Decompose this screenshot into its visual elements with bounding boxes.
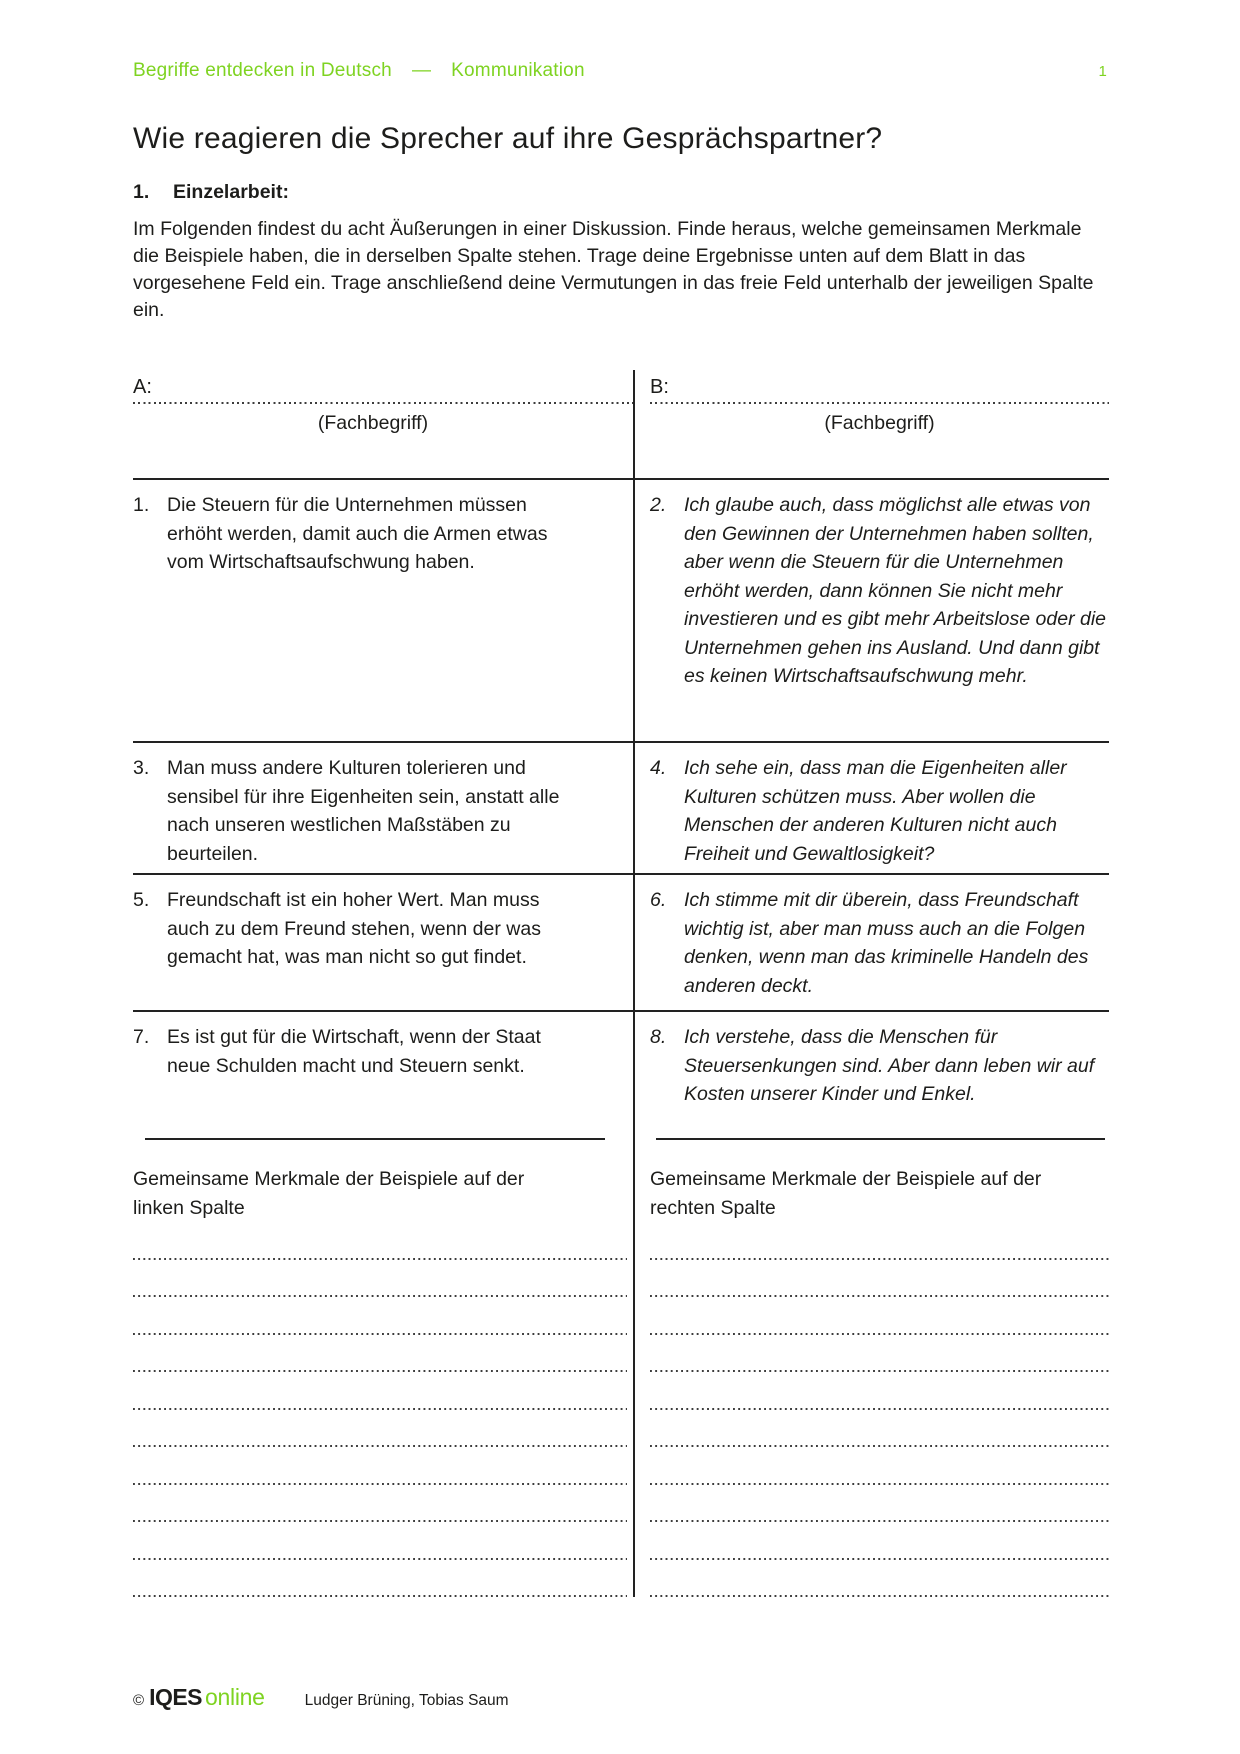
write-in-line xyxy=(650,1485,1109,1523)
header-breadcrumb xyxy=(133,60,585,82)
write-in-line xyxy=(650,1447,1109,1485)
write-in-line xyxy=(133,1560,627,1598)
statement-number: 7. xyxy=(133,1026,150,1048)
write-in-line xyxy=(650,1222,1109,1260)
write-in-line xyxy=(133,1372,627,1410)
iqes-online-logo: online xyxy=(205,1684,265,1710)
comparison-table xyxy=(133,370,1109,1630)
write-in-line xyxy=(133,1522,627,1560)
page-title: Wie reagieren die Sprecher auf ihre Gesprächspartner? xyxy=(133,122,883,155)
column-b-header xyxy=(633,370,1109,478)
write-in-area-left xyxy=(133,1222,613,1597)
table-row xyxy=(133,480,1109,743)
write-in-line xyxy=(650,1410,1109,1448)
statement-left xyxy=(133,875,613,972)
statement-text: Ich verstehe, dass die Menschen für Steuersenkungen sind. Aber dann leben wir auf Kosten unserer Kinder und Enkel. xyxy=(684,1026,1095,1105)
summary-heading-right: Gemeinsame Merkmale der Beispiele auf der rechten Spalte xyxy=(650,1168,1042,1219)
iqes-logo: IQES xyxy=(149,1684,203,1710)
statement-number: 1. xyxy=(133,494,150,516)
write-in-line xyxy=(133,1260,627,1298)
summary-heading-left: Gemeinsame Merkmale der Beispiele auf der linken Spalte xyxy=(133,1168,525,1219)
statement-number: 5. xyxy=(133,889,150,911)
statement-number: 6. xyxy=(650,889,667,911)
task-number: 1. xyxy=(133,181,150,203)
table-row xyxy=(133,1012,1109,1138)
footer-authors: Ludger Brüning, Tobias Saum xyxy=(304,1692,509,1709)
statement-right xyxy=(650,875,1109,1000)
page-number: 1 xyxy=(1098,63,1107,80)
statement-text: Ich sehe ein, dass man die Eigenheiten aller Kulturen schützen muss. Aber wollen die Menschen der anderen Kulturen nicht auch Freiheit und Gewaltlosigkeit? xyxy=(684,757,1067,865)
statement-text: Es ist gut für die Wirtschaft, wenn der Staat neue Schulden macht und Steuern senkt. xyxy=(167,1026,541,1077)
write-in-line xyxy=(650,1260,1109,1298)
column-a-sublabel: (Fachbegriff) xyxy=(317,412,429,434)
statement-text: Ich stimme mit dir überein, dass Freundschaft wichtig ist, aber man muss auch an die Folgen denken, wenn man das kriminelle Handeln des anderen deckt. xyxy=(684,889,1089,997)
summary-section xyxy=(133,1165,1109,1630)
end-line-left xyxy=(145,1138,605,1140)
header-course: Begriffe entdecken in Deutsch xyxy=(133,60,392,81)
copyright-symbol: © xyxy=(133,1692,145,1709)
summary-right xyxy=(633,1165,1109,1597)
column-a-label: A: xyxy=(133,376,152,398)
write-in-line xyxy=(133,1222,627,1260)
write-in-line xyxy=(133,1485,627,1523)
column-a-term-line xyxy=(133,402,633,404)
write-in-line xyxy=(650,1297,1109,1335)
write-in-area-right xyxy=(650,1222,1109,1597)
statement-left xyxy=(133,480,613,577)
footer xyxy=(133,1684,509,1711)
statement-text: Ich glaube auch, dass möglichst alle etwas von den Gewinnen der Unternehmen haben sollten, aber wenn die Steuern für die Unternehmen erhöht werden, dann können Sie nicht mehr investieren und es gibt mehr Arbeitslose oder die Unternehmen gehen ins Ausland. Und dann gibt es keinen Wirtschaftsaufschwung mehr. xyxy=(684,494,1107,687)
statement-text: Man muss andere Kulturen tolerieren und sensibel für ihre Eigenheiten sein, anstatt alle nach unseren westlichen Maßstäben zu beurteilen. xyxy=(167,757,560,865)
write-in-line xyxy=(133,1410,627,1448)
column-b-label: B: xyxy=(650,376,669,398)
statement-right xyxy=(650,480,1109,691)
statement-left xyxy=(133,743,613,868)
write-in-line xyxy=(133,1447,627,1485)
task-heading xyxy=(133,181,289,204)
end-line-right xyxy=(656,1138,1105,1140)
header-topic: Kommunikation xyxy=(451,60,585,81)
statement-number: 4. xyxy=(650,757,667,779)
statement-number: 2. xyxy=(650,494,667,516)
summary-left xyxy=(133,1165,633,1597)
statement-number: 3. xyxy=(133,757,150,779)
table-header-row xyxy=(133,370,1109,480)
write-in-line xyxy=(133,1297,627,1335)
table-end-lines xyxy=(133,1138,1109,1165)
table-row xyxy=(133,875,1109,1012)
table-row xyxy=(133,743,1109,875)
statement-right xyxy=(650,743,1109,868)
page-header xyxy=(133,60,1107,82)
statement-left xyxy=(133,1012,613,1080)
write-in-line xyxy=(650,1560,1109,1598)
column-a-header xyxy=(133,370,633,478)
write-in-line xyxy=(650,1522,1109,1560)
column-b-sublabel: (Fachbegriff) xyxy=(824,412,935,434)
statement-text: Die Steuern für die Unternehmen müssen erhöht werden, damit auch die Armen etwas vom Wirtschaftsaufschwung haben. xyxy=(167,494,548,573)
statement-text: Freundschaft ist ein hoher Wert. Man muss auch zu dem Freund stehen, wenn der was gemacht hat, was man nicht so gut findet. xyxy=(167,889,541,968)
task-label: Einzelarbeit: xyxy=(173,181,289,203)
write-in-line xyxy=(650,1335,1109,1373)
write-in-line xyxy=(650,1372,1109,1410)
write-in-line xyxy=(133,1335,627,1373)
column-b-term-line xyxy=(650,402,1109,404)
statement-right xyxy=(650,1012,1109,1109)
task-instructions: Im Folgenden findest du acht Äußerungen in einer Diskussion. Finde heraus, welche gemeinsamen Merkmale die Beispiele haben, die in derselben Spalte stehen. Trage deine Ergebnisse unten auf dem Blatt in das vorgesehene Feld ein. Trage anschließend deine Vermutungen in das freie Feld unterhalb der jeweiligen Spalte ein. xyxy=(133,218,1094,321)
header-dash: — xyxy=(411,60,432,81)
statement-number: 8. xyxy=(650,1026,667,1048)
